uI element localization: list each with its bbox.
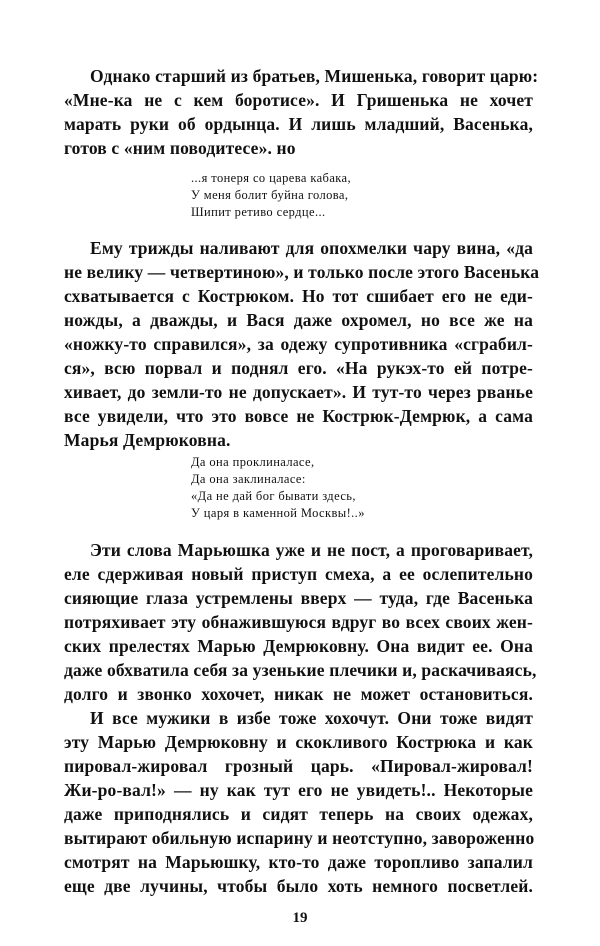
text-line: долго и звонко хохочет, никак не может остановиться. bbox=[64, 684, 533, 704]
text-line: еще две лучины, чтобы было хоть немного посветлей. bbox=[64, 876, 533, 896]
text-line: ножды, а дважды, и Вася даже охромел, но все же на bbox=[64, 310, 533, 330]
text-line: И все мужики в избе тоже хохочут. Они тоже видят bbox=[90, 708, 533, 728]
text-line: схватывается с Кострюком. Но тот сшибает его не еди- bbox=[64, 286, 533, 306]
text-line: все увидели, что это вовсе не Кострюк-Демрюк, а сама bbox=[64, 406, 533, 426]
verse-line: Да она проклиналасе, bbox=[191, 455, 315, 469]
text-line: смотрят на Марьюшку, кто-то даже торопливо запалил bbox=[64, 852, 533, 872]
text-line: Марья Демрюковна. bbox=[64, 430, 231, 450]
text-line: ся», всю порвал и поднял его. «На рукэх-то ей потре- bbox=[64, 358, 533, 378]
verse-line: «Да не дай бог бывати здесь, bbox=[191, 489, 356, 503]
text-line: ских прелестях Марью Демрюковну. Она видит ее. Она bbox=[64, 636, 533, 656]
text-line: Эти слова Марьюшка уже и не пост, а проговаривает, bbox=[90, 540, 533, 560]
text-line: потряхивает эту обнажившуюся вдруг во всех своих жен- bbox=[64, 612, 533, 632]
text-line: Ему трижды наливают для опохмелки чару вина, «да bbox=[90, 238, 533, 258]
text-line: пировал-жировал грозный царь. «Пировал-жировал! bbox=[64, 756, 533, 776]
text-line: «ножку-то справился», за одежу супротивника «сграбил- bbox=[64, 334, 533, 354]
text-line: даже обхватила себя за узенькие плечики и, раскачиваясь, bbox=[64, 660, 537, 680]
text-line: даже приподнялись и сидят теперь на своих одежах, bbox=[64, 804, 533, 824]
verse-line: Да она заклиналасе: bbox=[191, 472, 306, 486]
text-line: не велику — четвертиною», и только после этого Васенька bbox=[64, 262, 540, 282]
text-line: Однако старший из братьев, Мишенька, говорит царю: bbox=[90, 66, 539, 86]
text-line: хивает, до земли-то не допускает». И тут-то через рванье bbox=[64, 382, 533, 402]
verse-line: У меня болит буйна голова, bbox=[191, 188, 349, 202]
text-line: эту Марью Демрюковну и скокливого Кострюка и как bbox=[64, 732, 533, 752]
text-line: сияющие глаза устремлены вверх — туда, где Васенька bbox=[64, 588, 533, 608]
text-line: готов с «ним поводитесе». но bbox=[64, 138, 296, 158]
text-line: «Мне-ка не с кем боротисе». И Гришенька не хочет bbox=[64, 90, 533, 110]
verse-line: ...я тонеря со царева кабака, bbox=[191, 171, 352, 185]
text-line: Жи-ро-вал!» — ну как тут его не увидеть!.. Некоторые bbox=[64, 780, 533, 800]
text-line: марать руки об ордынца. И лишь младший, Васенька, bbox=[64, 114, 533, 134]
text-line: еле сдерживая новый приступ смеха, а ее ослепительно bbox=[64, 564, 533, 584]
verse-line: У царя в каменной Москвы!..» bbox=[191, 506, 365, 520]
text-line: вытирают обильную испарину и неотступно, завороженно bbox=[64, 828, 535, 848]
verse-line: Шипит ретиво сердце... bbox=[191, 205, 326, 219]
page-number: 19 bbox=[292, 910, 308, 926]
